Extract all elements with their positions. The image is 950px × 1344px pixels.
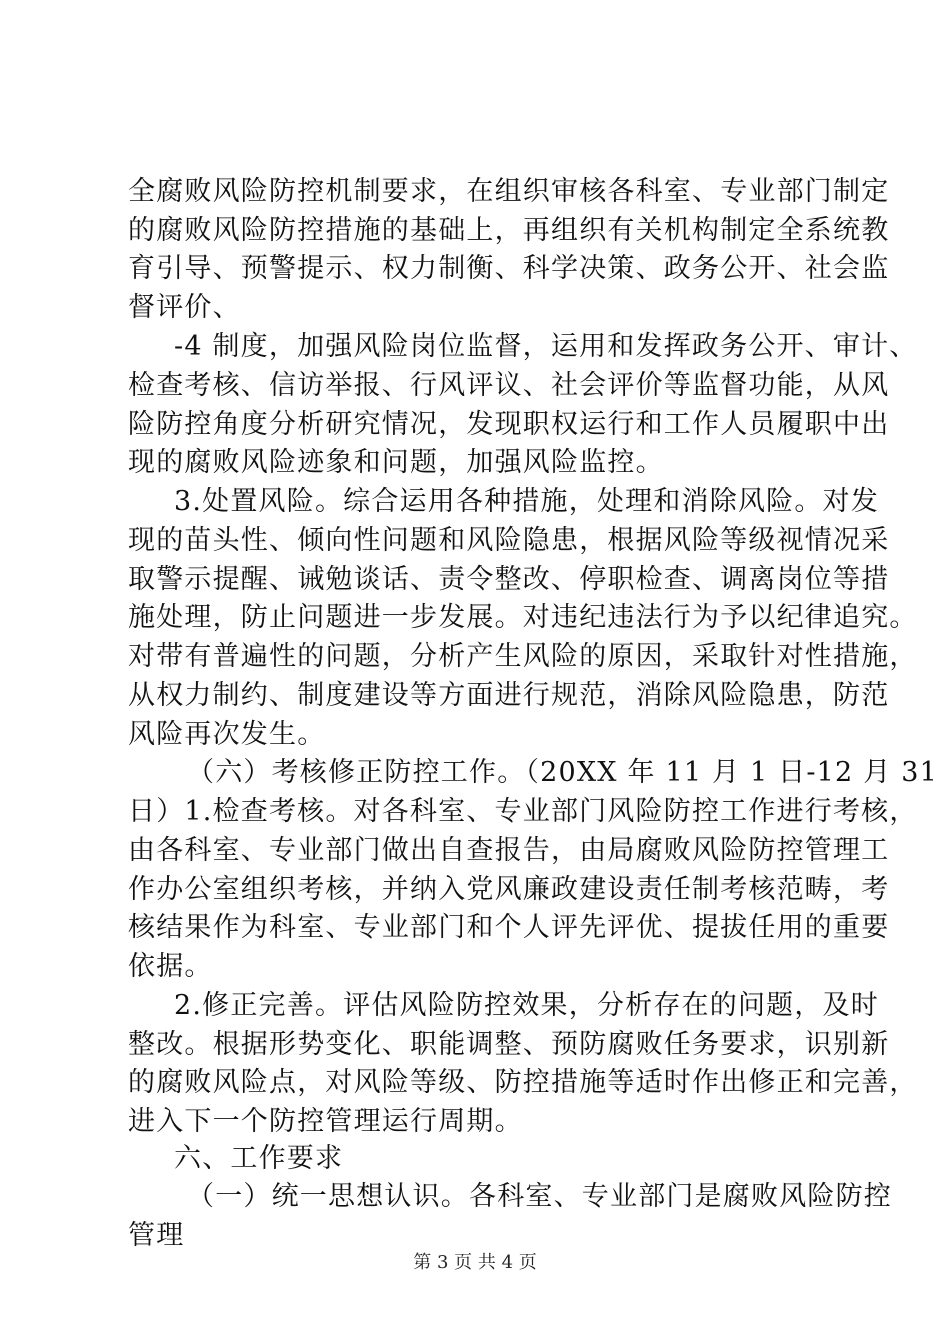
text-line: 2.修正完善。评估风险防控效果，分析存在的问题，及时 [174,990,879,1021]
text-line: 管理 [128,1220,185,1251]
text-line: 风险再次发生。 [128,719,326,750]
text-line: 3.处置风险。综合运用各种措施，处理和消除风险。对发 [174,486,879,517]
text-line: 日）1.检查考核。对各科室、专业部门风险防控工作进行考核， [128,796,918,827]
text-line: 作办公室组织考核，并纳入党风廉政建设责任制考核范畴，考 [128,874,890,905]
text-line: 施处理，防止问题进一步发展。对违纪违法行为予以纪律追究。 [128,602,918,633]
text-line: 的腐败风险防控措施的基础上，再组织有关机构制定全系统教 [128,215,890,246]
text-line: 核结果作为科室、专业部门和个人评先评优、提拔任用的重要 [128,912,890,943]
text-line: 全腐败风险防控机制要求，在组织审核各科室、专业部门制定 [128,176,890,207]
text-line: 从权力制约、制度建设等方面进行规范，消除风险隐患，防范 [128,680,890,711]
text-line: （六）考核修正防控工作。（20XX 年 11 月 1 日-12 月 31 [187,757,938,788]
text-line: 的腐败风险点，对风险等级、防控措施等适时作出修正和完善， [128,1067,918,1098]
text-line: 整改。根据形势变化、职能调整、预防腐败任务要求，识别新 [128,1029,890,1060]
text-line: -4 制度，加强风险岗位监督，运用和发挥政务公开、审计、 [174,331,918,362]
text-line: 督评价、 [128,292,241,323]
text-line: 检查考核、信访举报、行风评议、社会评价等监督功能，从风 [128,370,890,401]
text-line: 现的腐败风险迹象和问题，加强风险监控。 [128,447,664,478]
text-line: 由各科室、专业部门做出自查报告，由局腐败风险防控管理工 [128,835,890,866]
section-heading: 六、工作要求 [174,1143,344,1174]
text-line: 现的苗头性、倾向性问题和风险隐患，根据风险等级视情况采 [128,525,890,556]
text-line: 育引导、预警提示、权力制衡、科学决策、政务公开、社会监 [128,253,890,284]
page-footer: 第 3 页 共 4 页 [413,1252,537,1273]
text-line: 依据。 [128,951,213,982]
text-line: 取警示提醒、诫勉谈话、责令整改、停职检查、调离岗位等措 [128,564,890,595]
text-line: 对带有普遍性的问题，分析产生风险的原因，采取针对性措施， [128,641,918,672]
text-line: 进入下一个防控管理运行周期。 [128,1106,523,1137]
text-line: （一）统一思想认识。各科室、专业部门是腐败风险防控 [187,1181,892,1212]
text-line: 险防控角度分析研究情况，发现职权运行和工作人员履职中出 [128,409,890,440]
